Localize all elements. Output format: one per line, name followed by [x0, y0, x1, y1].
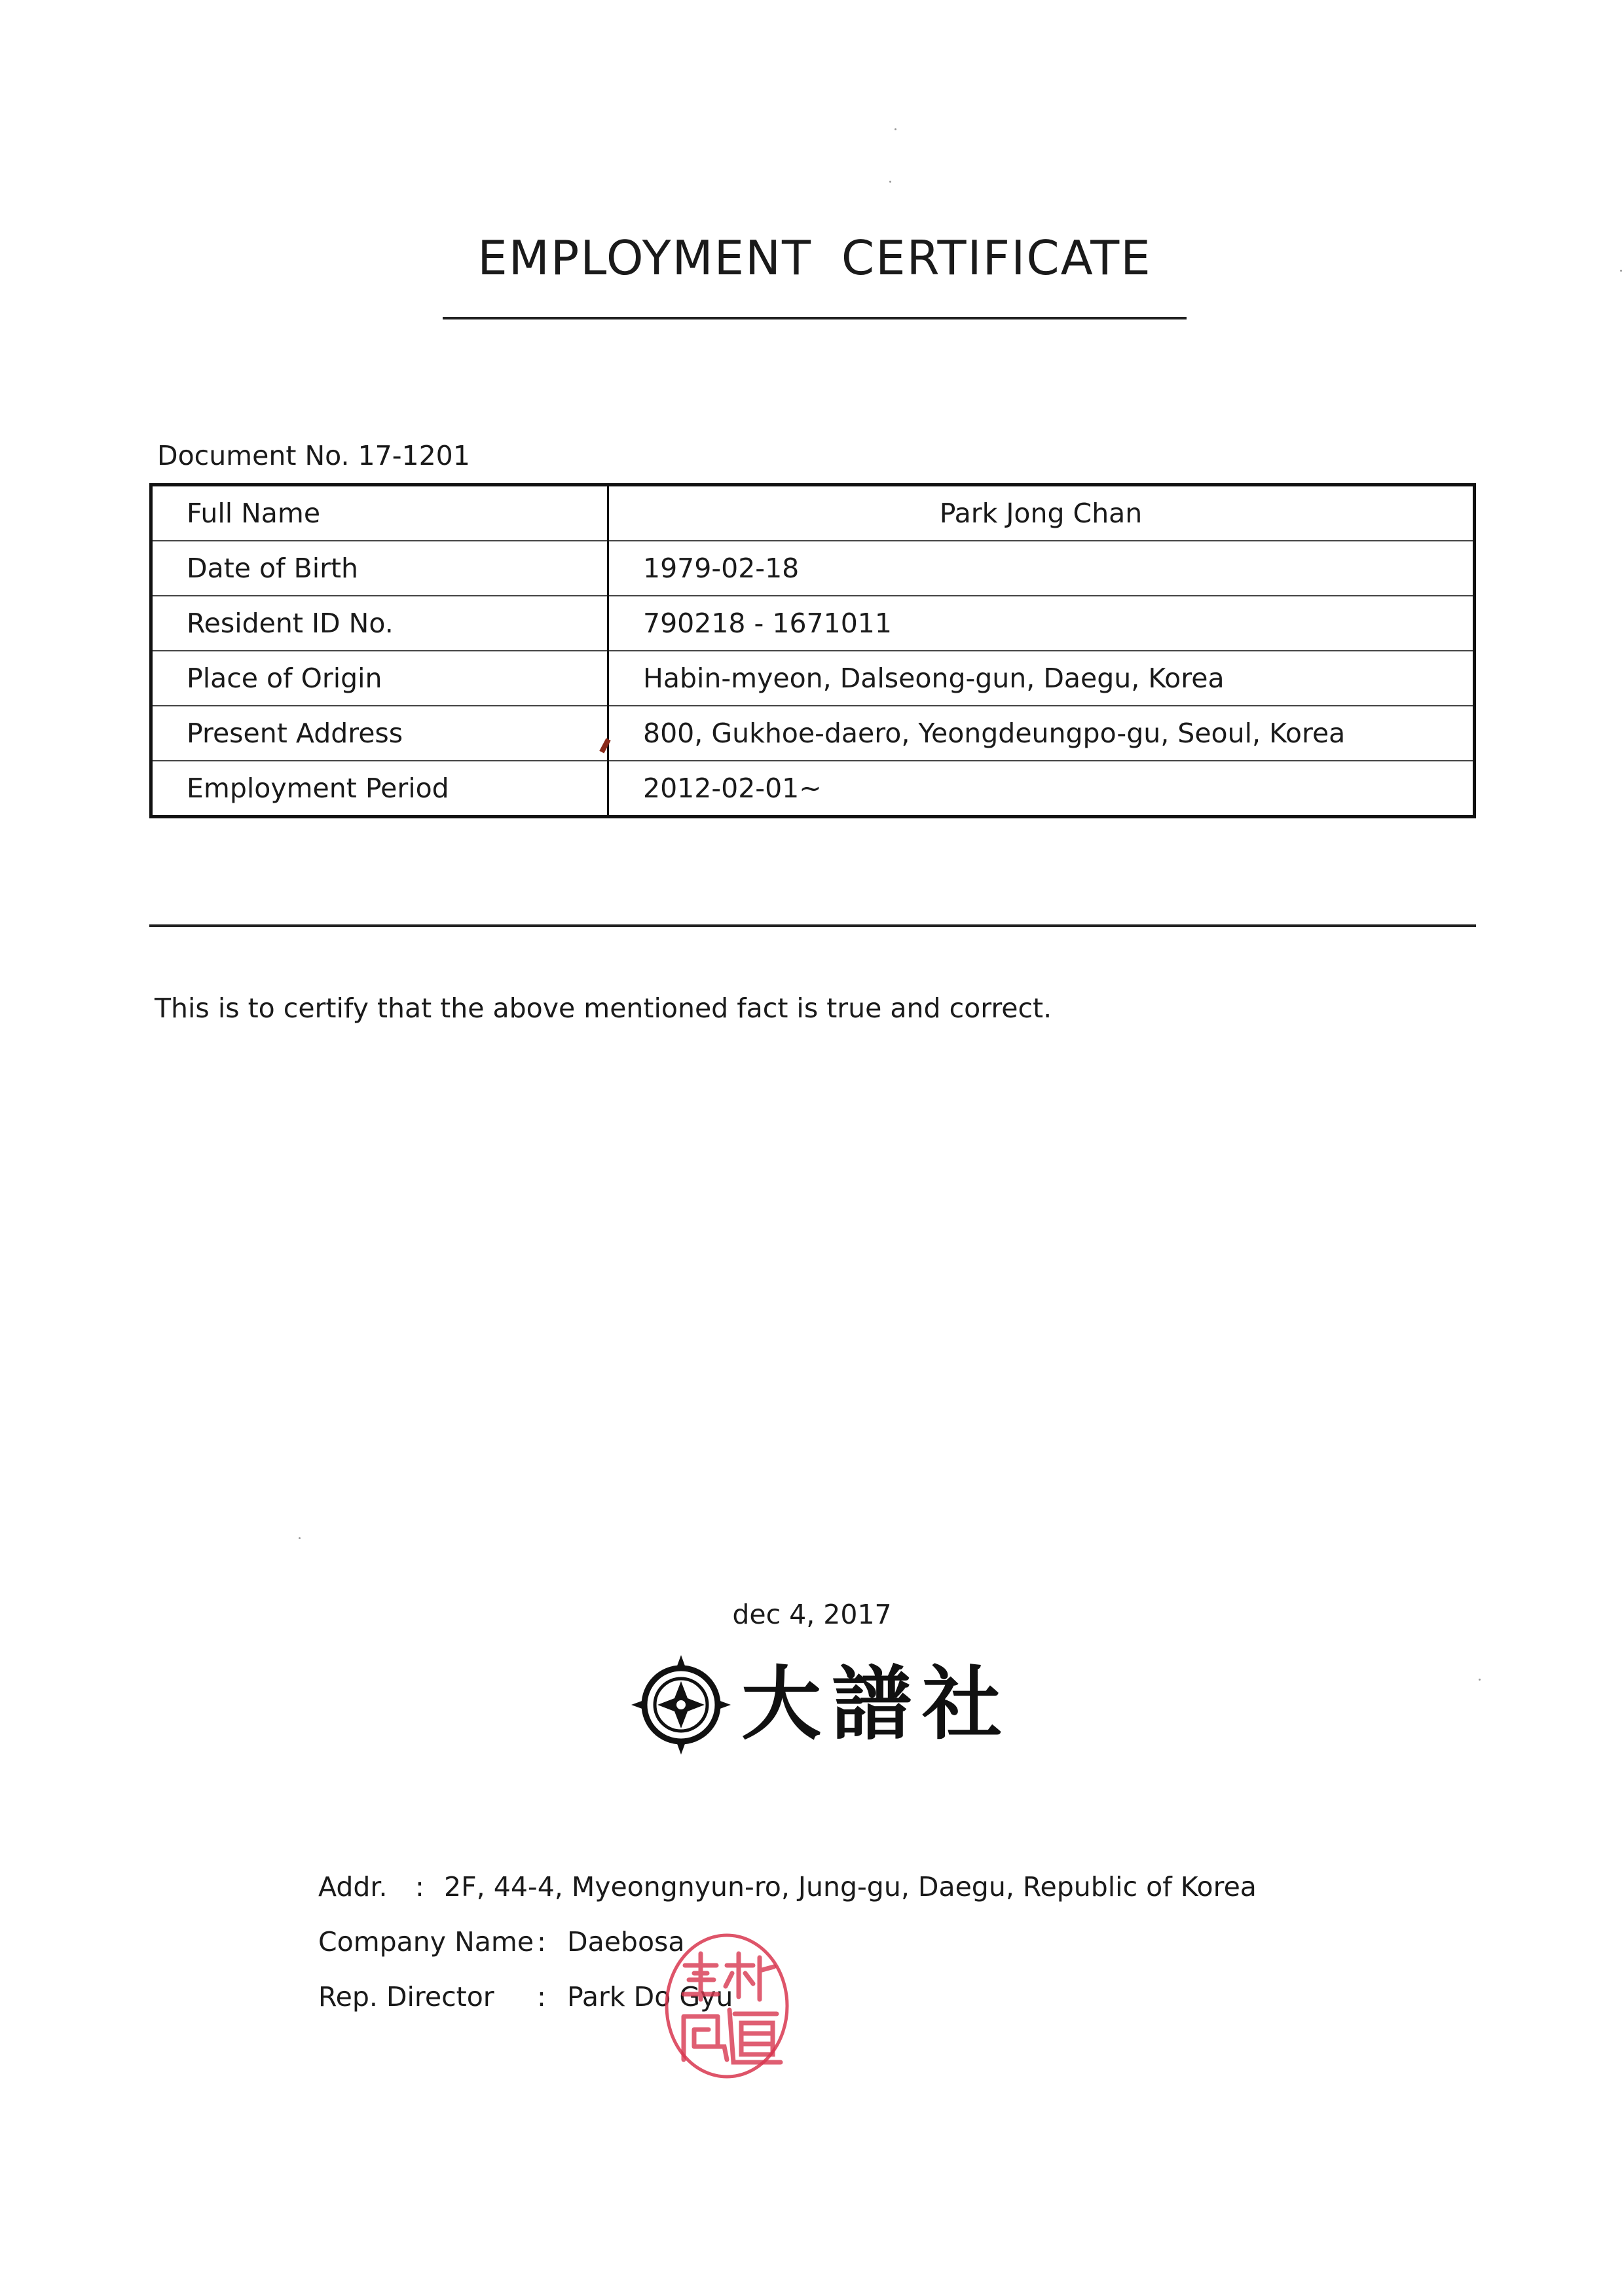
- present-address-value: 800, Gukhoe-daero, Yeongdeungpo-gu, Seoul, Korea: [608, 706, 1475, 761]
- document-number: Document No. 17-1201: [157, 440, 470, 471]
- section-divider: [149, 924, 1476, 927]
- table-row: [151, 541, 1475, 596]
- table-row: [151, 761, 1475, 817]
- place-of-origin-label: Place of Origin: [151, 651, 608, 706]
- compass-emblem-icon: [629, 1652, 733, 1757]
- scan-speck: [889, 181, 891, 183]
- full-name-label: Full Name: [151, 485, 608, 541]
- representative-separator: :: [537, 1981, 546, 2013]
- employment-period-label: Employment Period: [151, 761, 608, 817]
- scan-speck: [1479, 1679, 1481, 1681]
- resident-id-value: 790218 - 1671011: [608, 596, 1475, 651]
- table-row: [151, 651, 1475, 706]
- table-row: [151, 596, 1475, 651]
- company-label: Company Name: [318, 1926, 534, 1958]
- document-title: EMPLOYMENT CERTIFICATE: [477, 230, 1152, 285]
- scan-speck: [895, 128, 896, 130]
- date-of-birth-value: 1979-02-18: [608, 541, 1475, 596]
- address-value: 2F, 44-4, Myeongnyun-ro, Jung-gu, Daegu, Republic of Korea: [444, 1871, 1257, 1903]
- company-logo: [629, 1650, 1022, 1761]
- scan-speck: [299, 1537, 301, 1539]
- red-seal-stamp-icon: [661, 1931, 792, 2081]
- scan-speck: [1620, 270, 1622, 272]
- resident-id-label: Resident ID No.: [151, 596, 608, 651]
- address-separator: :: [415, 1871, 424, 1903]
- certification-statement: This is to certify that the above mentioned fact is true and correct.: [155, 993, 1052, 1024]
- company-separator: :: [537, 1926, 546, 1958]
- representative-value: Park Do Gyu: [567, 1981, 733, 2013]
- place-of-origin-value: Habin-myeon, Dalseong-gun, Daegu, Korea: [608, 651, 1475, 706]
- date-of-birth-label: Date of Birth: [151, 541, 608, 596]
- title-underline: [443, 317, 1187, 319]
- representative-label: Rep. Director: [318, 1981, 494, 2013]
- info-table: [149, 483, 1476, 818]
- company-logo-text: 大譜社: [741, 1656, 1012, 1751]
- company-value: Daebosa: [567, 1926, 685, 1958]
- present-address-label: Present Address: [151, 706, 608, 761]
- issue-date: dec 4, 2017: [732, 1599, 892, 1630]
- table-row: [151, 485, 1475, 541]
- table-row: [151, 706, 1475, 761]
- employment-period-value: 2012-02-01~: [643, 773, 822, 804]
- full-name-value: Park Jong Chan: [608, 485, 1475, 541]
- address-label: Addr.: [318, 1871, 388, 1903]
